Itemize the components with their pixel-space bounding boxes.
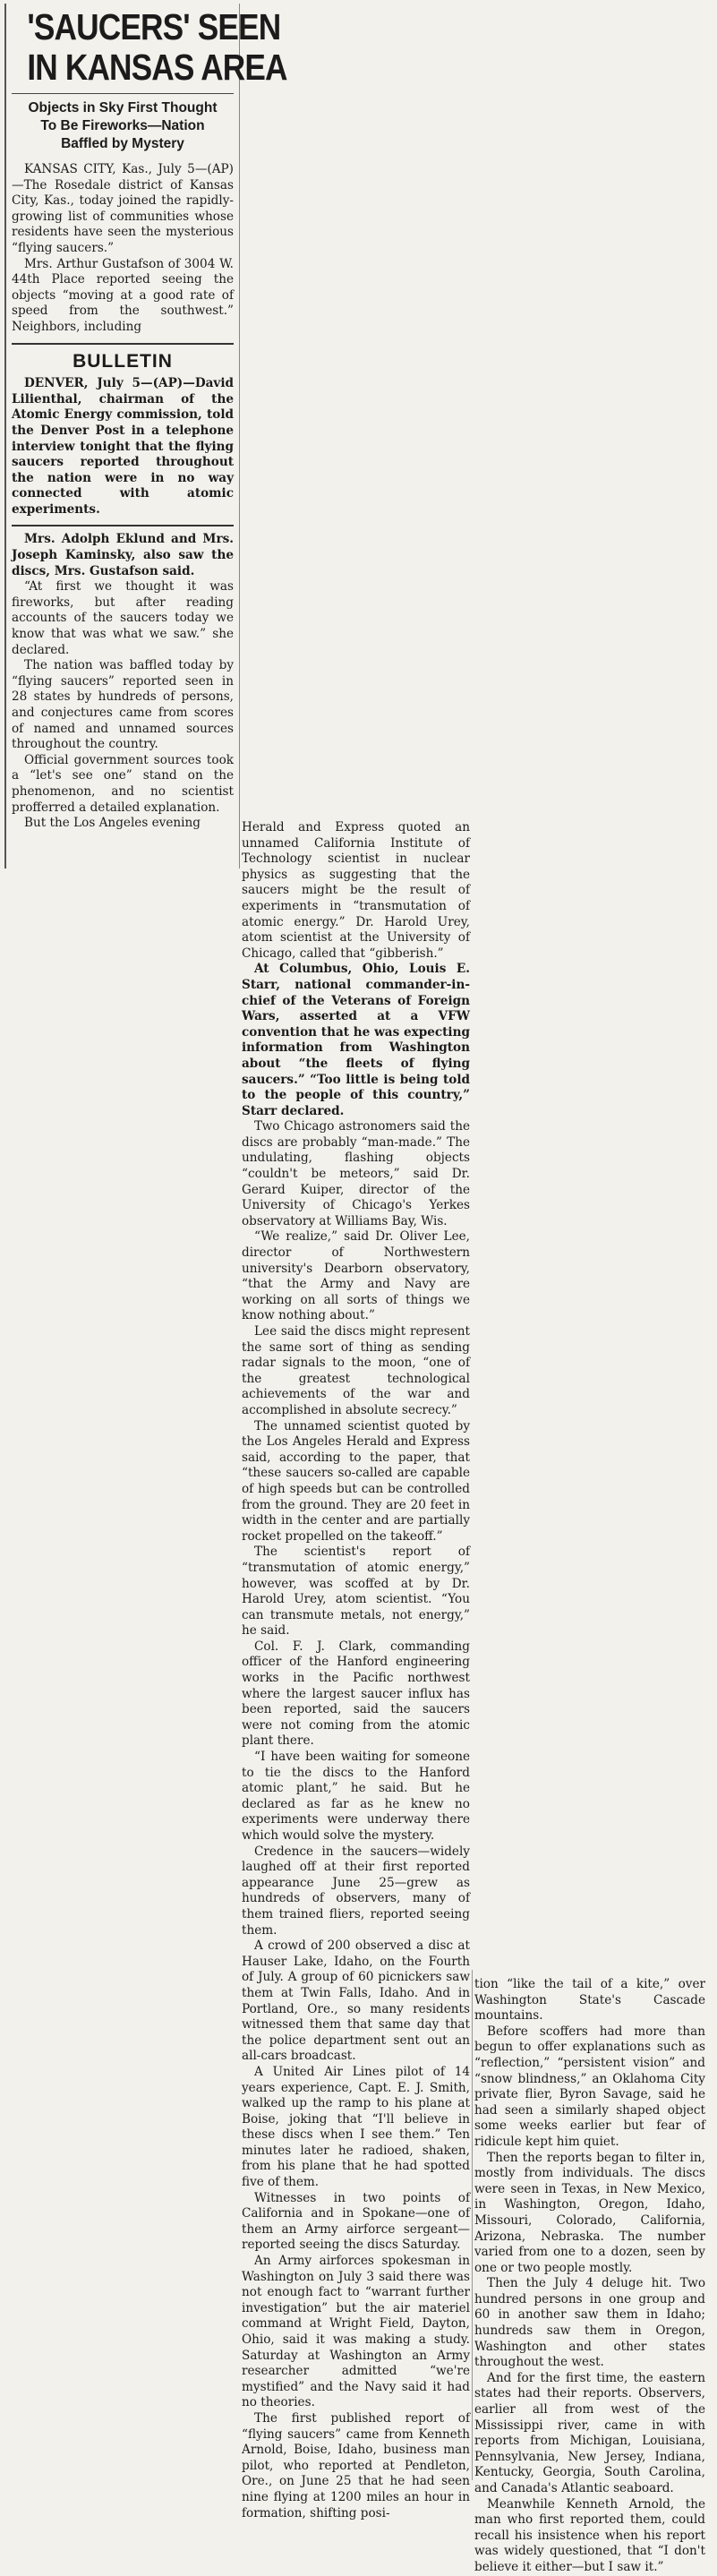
paragraph: Official government sources took a “let's see one” stand on the phenomenon, and no scientist profferred a detailed explanation. [12, 752, 234, 815]
paragraph: Col. F. J. Clark, commanding officer of the Hanford engineering works in the Pacific northwest where the largest saucer influx has been reported, said the saucers were not coming from the atomic plant there. [242, 1639, 470, 1749]
paragraph: “I have been waiting for someone to tie the discs to the Hanford atomic plant,” he said. But he declared as far as he knew no experiments were underway there which would solve the mystery. [242, 1750, 470, 1843]
paragraph: Herald and Express quoted an unnamed California Institute of Technology scientist in nuclear physics as suggesting that the saucers might be the result of experiments in “transmutation of atomic energy.” Dr. Harold Urey, atom scientist at the University of Chicago, called that “gibberish.” [242, 820, 470, 961]
column-2 [242, 820, 470, 2521]
bulletin-rule-top [12, 343, 234, 345]
paragraph: Mrs. Arthur Gustafson of 3004 W. 44th Place reported seeing the objects “moving at a good rate of speed from the southwest.” Neighbors, including [12, 256, 234, 334]
paragraph: Witnesses in two points of California and in Spokane—one of them an Army airforce sergeant—reported seeing the discs Saturday. [242, 2190, 470, 2253]
lead-paragraph: KANSAS CITY, Kas., July 5—(AP)—The Rosedale district of Kansas City, Kas., today joined the rapidly-growing list of communities whose residents have seen the mysterious “flying saucers.” [12, 162, 234, 255]
paragraph: Then the July 4 deluge hit. Two hundred persons in one group and 60 in another saw them in Idaho; hundreds saw them in Oregon, Washington and other states throughout the west. [474, 2276, 705, 2370]
headline-line-1: 'SAUCERS' SEEN [27, 6, 281, 47]
paragraph: The unnamed scientist quoted by the Los Angeles Herald and Express said, according to the paper, that “these saucers so-called are capable of high speeds but can be controlled from the ground. They are 20 feet in width in the center and are partially rocket propelled on the takeoff.” [242, 1418, 470, 1544]
paragraph: A crowd of 200 observed a disc at Hauser Lake, Idaho, on the Fourth of July. A group of 60 picnickers saw them at Twin Falls, Idaho. And in Portland, Ore., so many residents witnessed them that same day that the police department sent out an all-cars broadcast. [242, 1938, 470, 2064]
paragraph: Then the reports began to filter in, mostly from individuals. The discs were seen in Texas, in New Mexico, in Washington, Oregon, Idaho, Missouri, Colorado, California, Arizona, Nebraska. The number varied from one to a dozen, seen by one or two people mostly. [474, 2150, 705, 2275]
paragraph: At Columbus, Ohio, Louis E. Starr, national commander-in-chief of the Veterans of Foreign Wars, asserted at a VFW convention that he was expecting information from Washington about “the fleets of flying saucers.” “Too little is being told to the people of this country,” Starr declared. [242, 962, 470, 1118]
column-divider [472, 1970, 473, 2480]
paragraph: And for the first time, the eastern states had their reports. Observers, earlier all from west of the Mississippi river, came in with reports from Michigan, Louisiana, Pennsylvania, New Jersey, Indiana, Kentucky, Georgia, South Carolina, and Canada's Atlantic seaboard. [474, 2370, 705, 2495]
deck-line-1: Objects in Sky First Thought [28, 100, 218, 116]
paragraph: Meanwhile Kenneth Arnold, the man who first reported them, could recall his insistence when his report was widely questioned, that “I don't believe it either—but I saw it.” [474, 2496, 705, 2574]
paragraph: “We realize,” said Dr. Oliver Lee, director of Northwestern university's Dearborn observatory, “that the Army and Navy are working on all sorts of things we know nothing about.” [242, 1229, 470, 1323]
headline-line-2: IN KANSAS AREA [27, 47, 287, 88]
headline [27, 6, 287, 88]
paragraph: But the Los Angeles evening [24, 816, 201, 831]
paragraph: “At first we thought it was fireworks, but after reading accounts of the saucers today we know that was what we saw.” she declared. [12, 579, 234, 657]
paragraph: A United Air Lines pilot of 14 years experience, Capt. E. J. Smith, walked up the ramp to his plane at Boise, joking that “I'll believe in these discs when I see them.” Ten minutes later he radioed, shaken, from his plane that he had spotted five of them. [242, 2064, 470, 2190]
paragraph: The first published report of “flying saucers” came from Kenneth Arnold, Boise, Idaho, business man pilot, who reported at Pendleton, Ore., on June 25 that he had seen nine flying at 1200 miles an hour in formation, shifting posi- [242, 2410, 470, 2520]
paragraph: The nation was baffled today by “flying saucers” reported seen in 28 states by hundreds of persons, and conjectures came from scores of named and unnamed sources throughout the country. [12, 658, 234, 752]
deck [12, 99, 234, 153]
paragraph: Credence in the saucers—widely laughed off at their first reported appearance June 25—grew as hundreds of observers, many of them trained fliers, reported seeing them. [242, 1844, 470, 1938]
column-1 [4, 4, 287, 869]
paragraph: tion “like the tail of a kite,” over Washington State's Cascade mountains. [474, 1977, 705, 2024]
bulletin-text: DENVER, July 5—(AP)—David Lilienthal, chairman of the Atomic Energy commission, told the Denver Post in a telephone interview tonight that the flying saucers reported throughout the nation were in no way connected with atomic experiments. [12, 376, 234, 517]
bulletin-heading: BULLETIN [73, 350, 173, 372]
column-3 [474, 1977, 705, 2576]
paragraph: Before scoffers had more than begun to offer explanations such as “reflection,” “persistent vision” and “snow blindness,” an Oklahoma City private flier, Byron Savage, said he had seen a similarly shaped object some weeks earlier but fear of ridicule kept him quiet. [474, 2024, 705, 2149]
bulletin-box [12, 376, 234, 518]
deck-line-3: Baffled by Mystery [61, 136, 184, 151]
paragraph: The scientist's report of “transmutation of atomic energy,” however, was scoffed at by Dr. Harold Urey, atom scientist. “You can transmute metals, not energy,” he said. [242, 1545, 470, 1639]
bulletin-rule-bottom [12, 525, 234, 526]
paragraph: Two Chicago astronomers said the discs are probably “man-made.” The undulating, flashing objects “couldn't be meteors,” said Dr. Gerard Kuiper, director of the University of Chicago's Yerkes observatory at Williams Bay, Wis. [242, 1119, 470, 1228]
paragraph: Lee said the discs might represent the same sort of thing as sending radar signals to the moon, “one of the greatest technological achievements of the war and accomplished in absolute secrecy.” [242, 1324, 470, 1417]
paragraph: An Army airforces spokesman in Washington on July 3 said there was not enough fact to “warrant further investigation” but the air materiel command at Wright Field, Dayton, Ohio, said it was making a study. Saturday at Washington an Army researcher admitted “we're mystified” and the Navy said it had no theories. [242, 2254, 470, 2410]
paragraph: Mrs. Adolph Eklund and Mrs. Joseph Kaminsky, also saw the discs, Mrs. Gustafson said. [12, 532, 234, 578]
deck-line-2: To Be Fireworks—Nation [40, 118, 205, 133]
headline-rule [12, 93, 234, 94]
